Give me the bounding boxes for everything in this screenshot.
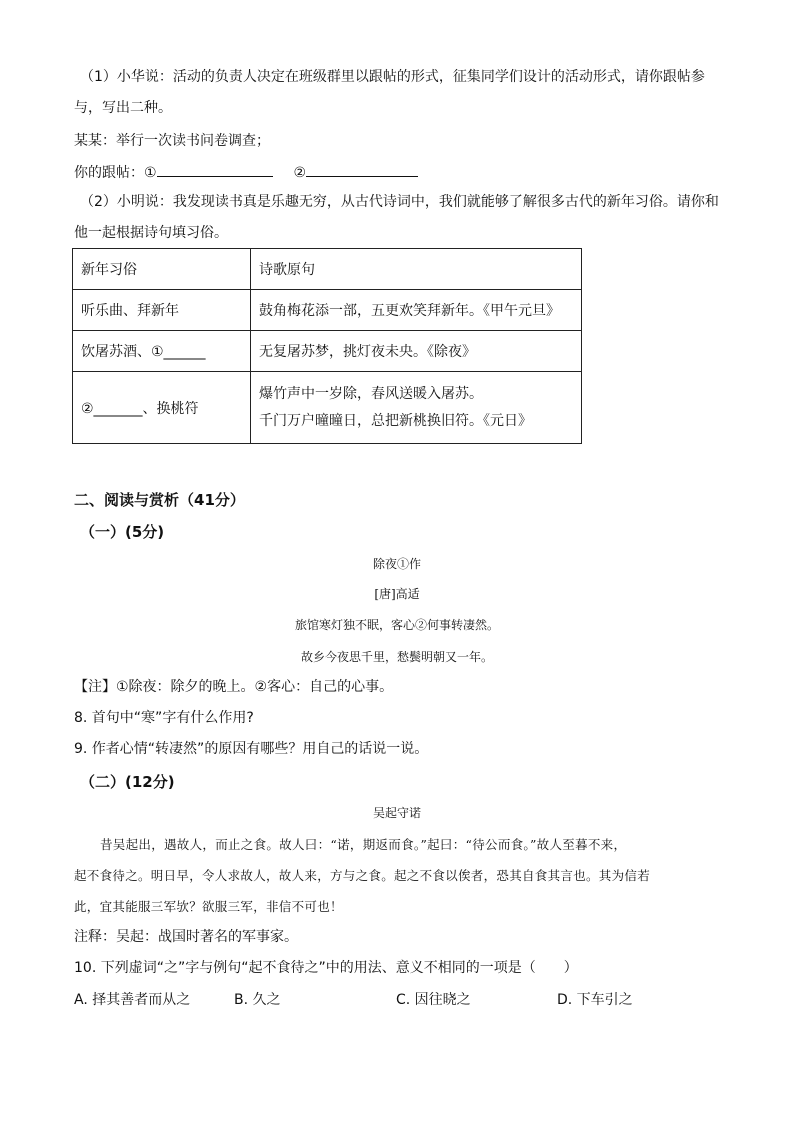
poem-note: 【注】①除夜：除夕的晚上。②客心：自己的心事。 bbox=[74, 679, 394, 695]
prose-line-2: 起不食待之。明日早，令人求故人，故人来，方与之食。起之不食以俟者，恐其自食其言也。其为信若 bbox=[74, 868, 651, 883]
table-cell-verse bbox=[251, 372, 582, 444]
verse-line: 爆竹声中一岁除，春风送暖入屠苏。 bbox=[259, 385, 483, 402]
reply-label-2: ② bbox=[293, 165, 307, 181]
question-1-line-2: 与，写出二种。 bbox=[74, 100, 172, 116]
table-row bbox=[73, 372, 582, 444]
reply-label: 你的跟帖：① bbox=[74, 165, 157, 181]
poem-title: 除夜①作 bbox=[372, 557, 421, 571]
table-cell-custom[interactable]: 饮屠苏酒、①______ bbox=[73, 331, 251, 372]
reply-blank-2[interactable] bbox=[306, 162, 418, 177]
annotation: 注释：吴起：战国时著名的军事家。 bbox=[74, 929, 298, 945]
table-row bbox=[73, 331, 582, 372]
table-cell-custom: 听乐曲、拜新年 bbox=[73, 290, 251, 331]
option-b[interactable]: B. 久之 bbox=[234, 992, 281, 1008]
question-10: 10. 下列虚词“之”字与例句“起不食待之”中的用法、意义不相同的一项是（ ） bbox=[74, 960, 578, 976]
subsection-title-1: （一）(5分) bbox=[80, 523, 165, 541]
question-2-line-2: 他一起根据诗句填习俗。 bbox=[74, 225, 228, 241]
reply-blank-1[interactable] bbox=[157, 162, 273, 177]
example-reply: 某某：举行一次读书问卷调查； bbox=[74, 133, 270, 149]
table-cell-verse: 鼓角梅花添一部，五更欢笑拜新年。《甲午元旦》 bbox=[251, 290, 582, 331]
table-header-verse: 诗歌原句 bbox=[251, 249, 582, 290]
prose-title: 吴起守诺 bbox=[372, 806, 421, 820]
question-2-line-1: （2）小明说：我发现读书真是乐趣无穷，从古代诗词中，我们就能够了解很多古代的新年习俗。请你和 bbox=[80, 194, 719, 210]
prose-line-1: 昔吴起出，遇故人，而止之食。故人曰：“诺，期返而食。”起曰：“待公而食。”故人至暮不来， bbox=[100, 837, 627, 852]
verse-line: 千门万户曈曈日，总把新桃换旧符。《元日》 bbox=[259, 412, 532, 429]
reply-line bbox=[74, 162, 418, 182]
option-d[interactable]: D. 下车引之 bbox=[557, 992, 633, 1008]
poem-line-2: 故乡今夜思千里，愁鬓明朝又一年。 bbox=[300, 650, 493, 664]
table-row bbox=[73, 290, 582, 331]
table-cell-verse: 无复屠苏梦，挑灯夜未央。《除夜》 bbox=[251, 331, 582, 372]
table-cell-custom[interactable]: ②_______、换桃符 bbox=[73, 372, 251, 444]
table-header-row bbox=[73, 249, 582, 290]
table-header-custom: 新年习俗 bbox=[73, 249, 251, 290]
prose-line-3: 此，宜其能服三军欤？欲服三军，非信不可也！ bbox=[74, 899, 343, 914]
subsection-title-2: （二）(12分) bbox=[80, 773, 175, 791]
section-title: 二、阅读与赏析（41分） bbox=[74, 491, 245, 509]
question-1-line-1: （1）小华说：活动的负责人决定在班级群里以跟帖的形式，征集同学们设计的活动形式，请你跟帖参 bbox=[80, 69, 705, 85]
question-8: 8. 首句中“寒”字有什么作用? bbox=[74, 710, 254, 726]
option-c[interactable]: C. 因往晓之 bbox=[396, 992, 471, 1008]
new-year-customs-table bbox=[72, 248, 582, 444]
option-a[interactable]: A. 择其善者而从之 bbox=[74, 992, 191, 1008]
poem-author: [唐]高适 bbox=[374, 587, 420, 601]
question-9: 9. 作者心情“转凄然”的原因有哪些？用自己的话说一说。 bbox=[74, 741, 429, 757]
poem-line-1: 旅馆寒灯独不眠，客心②何事转凄然。 bbox=[294, 618, 499, 632]
